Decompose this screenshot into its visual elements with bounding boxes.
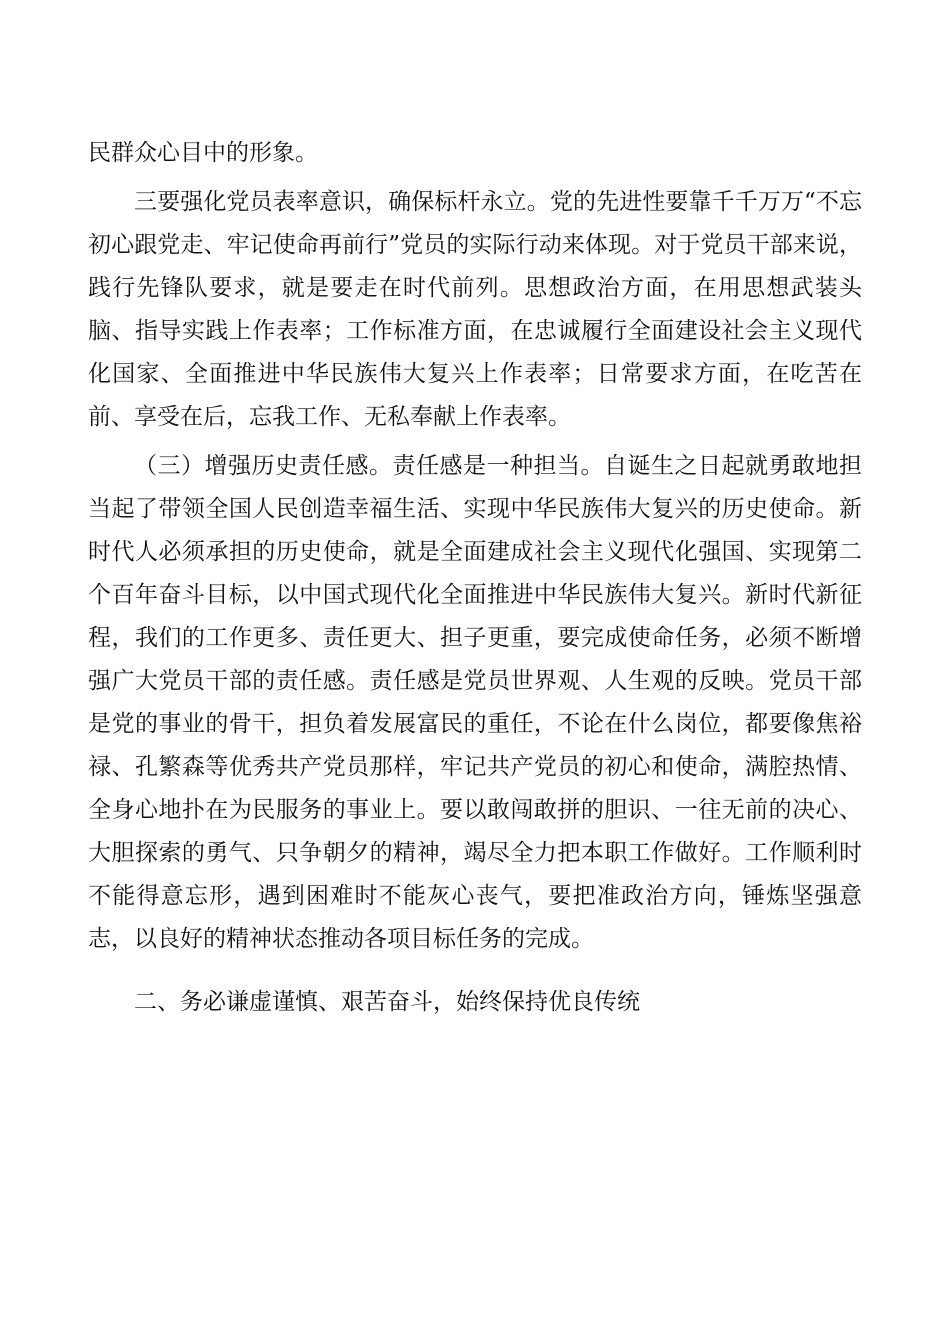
paragraph-historical-responsibility: （三）增强历史责任感。责任感是一种担当。自诞生之日起就勇敢地担当起了带领全国人民创造幸福生活、实现中华民族伟大复兴的历史使命。新时代人必须承担的历史使命，就是全面建成社会主义现代化强国、实现第二个百年奋斗目标，以中国式现代化全面推进中华民族伟大复兴。新时代新征程，我们的工作更多、责任更大、担子更重，要完成使命任务，必须不断增强广大党员干部的责任感。责任感是党员世界观、人生观的反映。党员干部是党的事业的骨干，担负着发展富民的重任，不论在什么岗位，都要像焦裕禄、孔繁森等优秀共产党员那样，牢记共产党员的初心和使命，满腔热情、全身心地扑在为民服务的事业上。要以敢闯敢拼的胆识、一往无前的决心、大胆探索的勇气、只争朝夕的精神，竭尽全力把本职工作做好。工作顺利时不能得意忘形，遇到困难时不能灰心丧气，要把准政治方向，锤炼坚强意志，以良好的精神状态推动各项目标任务的完成。 (88, 453, 862, 952)
paragraph-party-member-exemplar: 三要强化党员表率意识，确保标杆永立。党的先进性要靠千千万万“不忘初心跟党走、牢记使命再前行”党员的实际行动来体现。对于党员干部来说，践行先锋队要求，就是要走在时代前列。思想政治方面，在用思想武装头脑、指导实践上作表率；工作标准方面，在忠诚履行全面建设社会主义现代化国家、全面推进中华民族伟大复兴上作表率；日常要求方面，在吃苦在前、享受在后，忘我工作、无私奉献上作表率。 (88, 189, 862, 430)
paragraph-continuation: 民群众心目中的形象。 (88, 140, 318, 166)
section-heading-two: 二、务必谦虚谨慎、艰苦奋斗，始终保持优良传统 (134, 989, 640, 1015)
document-body (88, 132, 862, 1024)
